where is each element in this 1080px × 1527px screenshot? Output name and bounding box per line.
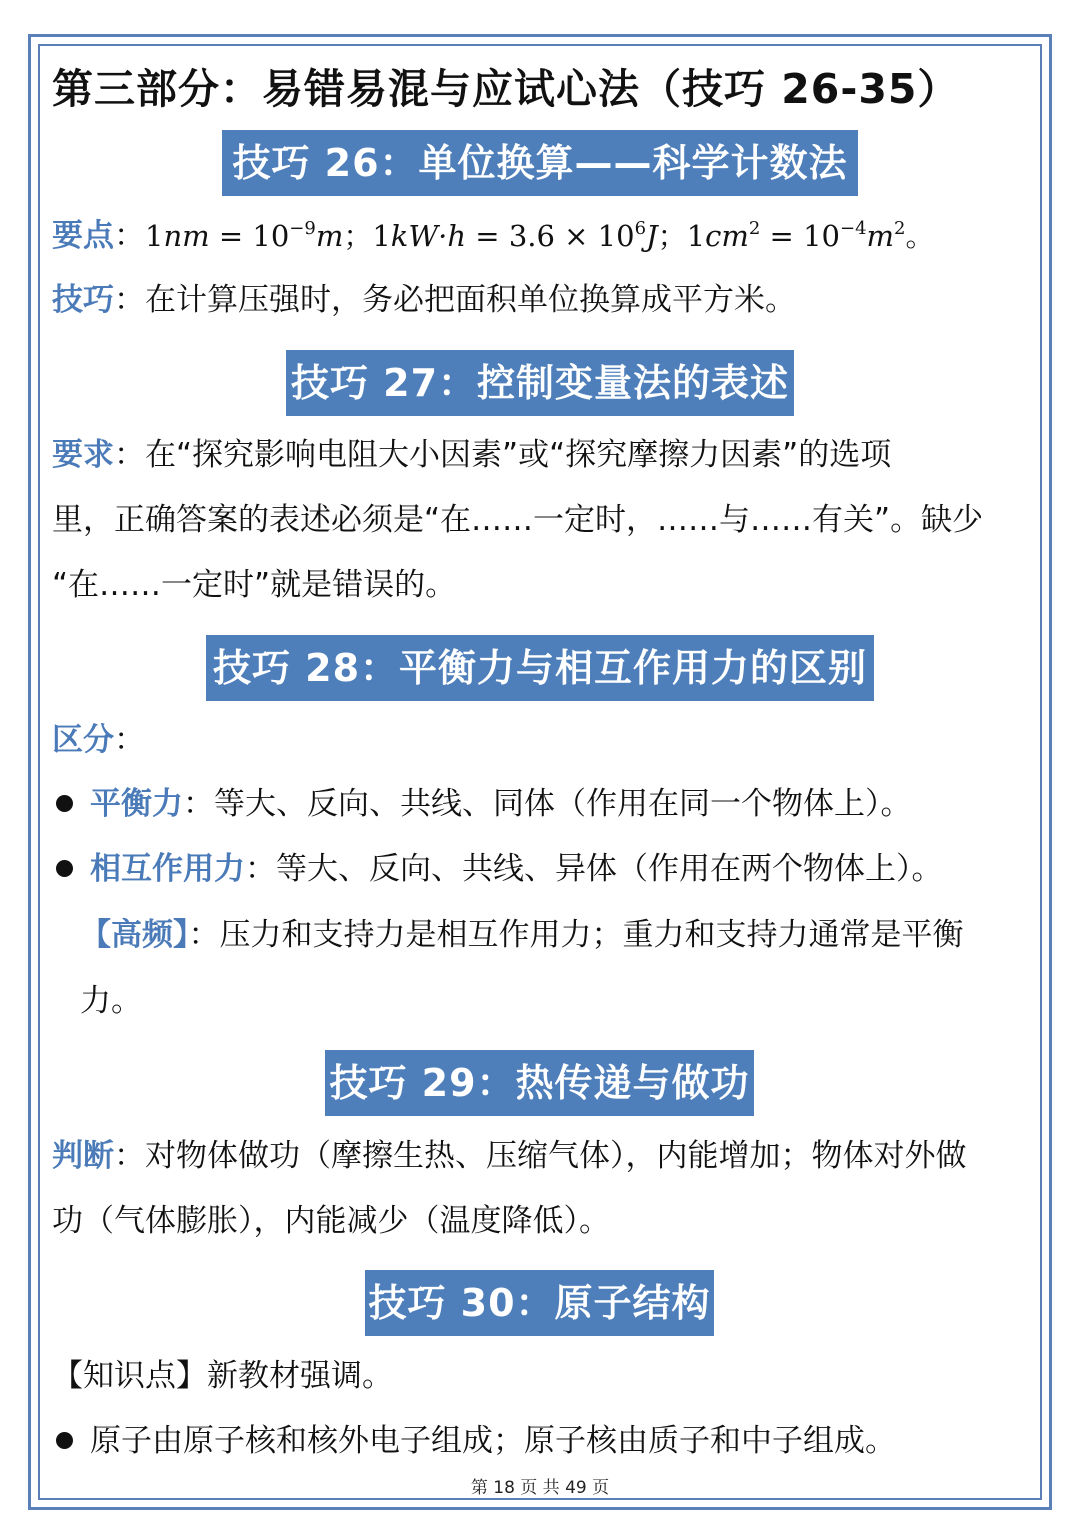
high-frequency-label: 【高频】: [80, 917, 189, 953]
unit-formula: $1nm = 10^{-9}m$；$1kW\cdot h = 3.6 \times 10^6J$；$1cm^2 = 10^{-4}m^2$。: [145, 218, 935, 253]
tip28-diff-line: 区分：: [52, 722, 145, 758]
tip27-banner: 技巧 27：控制变量法的表述: [286, 350, 794, 416]
point-label: 要点: [52, 218, 114, 254]
tip30-banner: 技巧 30：原子结构: [365, 1270, 714, 1336]
distinguish-label: 区分: [52, 722, 114, 758]
tip29-line2: 功（气体膨胀），内能减少（温度降低）。: [52, 1203, 610, 1239]
tip27-line3: “在……一定时”就是错误的。: [52, 567, 457, 603]
balanced-force-label: 平衡力: [90, 786, 183, 822]
high-frequency-line: 【高频】：压力和支持力是相互作用力；重力和支持力通常是平衡: [80, 917, 964, 953]
requirement-label: 要求: [52, 437, 114, 473]
tip28-banner: 技巧 28：平衡力与相互作用力的区别: [206, 635, 874, 701]
high-frequency-line2: 力。: [80, 983, 142, 1019]
tip-text: 在计算压强时，务必把面积单位换算成平方米。: [145, 282, 796, 318]
tip29-banner: 技巧 29：热传递与做功: [325, 1050, 754, 1116]
tip27-line2: 里，正确答案的表述必须是“在……一定时，……与……有关”。缺少: [52, 502, 984, 538]
page-number: 第 18 页 共 49 页: [470, 1478, 610, 1498]
colon: ：: [114, 218, 145, 254]
knowledge-point-line: 【知识点】新教材强调。: [52, 1358, 393, 1394]
judge-label: 判断: [52, 1138, 114, 1174]
balanced-force-item: 平衡力：等大、反向、共线、同体（作用在同一个物体上）。: [90, 786, 912, 822]
tip26-point-line: [52, 216, 935, 256]
atom-structure-item: 原子由原子核和核外电子组成；原子核由质子和中子组成。: [90, 1423, 896, 1459]
bullet-icon: [56, 1432, 73, 1449]
tip26-banner: 技巧 26：单位换算——科学计数法: [222, 130, 858, 196]
bullet-icon: [56, 795, 73, 812]
page-title: 第三部分：易错易混与应试心法（技巧 26-35）: [52, 65, 960, 113]
interaction-force-item: 相互作用力：等大、反向、共线、异体（作用在两个物体上）。: [90, 851, 943, 887]
tip26-tip-line: 技巧：在计算压强时，务必把面积单位换算成平方米。: [52, 282, 796, 318]
tip29-line1: 判断：对物体做功（摩擦生热、压缩气体），内能增加；物体对外做: [52, 1138, 967, 1174]
interaction-force-label: 相互作用力: [90, 851, 245, 887]
bullet-icon: [56, 860, 73, 877]
tip-label: 技巧: [52, 282, 114, 318]
tip27-line1: 要求：在“探究影响电阻大小因素”或“探究摩擦力因素”的选项: [52, 437, 892, 473]
